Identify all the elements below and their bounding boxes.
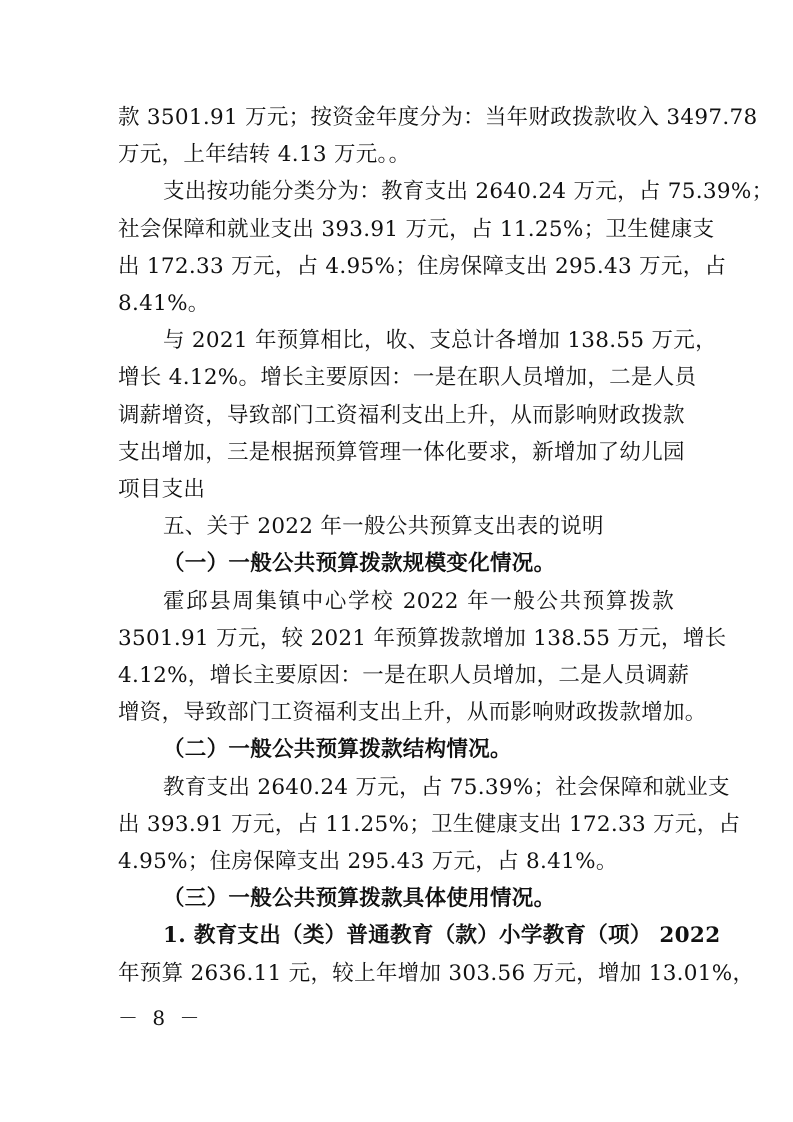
paragraph-line: 教育支出 2640.24 万元，占 75.39%；社会保障和就业支 xyxy=(163,774,730,800)
item-heading-line: 1. 教育支出（类）普通教育（款）小学教育（项） 2022 xyxy=(163,923,721,949)
paragraph-line: 项目支出 xyxy=(118,477,206,502)
paragraph-line: 增长 4.12%。增长主要原因：一是在职人员增加，二是人员 xyxy=(118,365,697,391)
paragraph-line: 款 3501.91 万元；按资金年度分为：当年财政拨款收入 3497.78 xyxy=(118,105,758,130)
paragraph-line: 出 172.33 万元，占 4.95%；住房保障支出 295.43 万元，占 xyxy=(118,253,727,279)
section-heading: 五、关于 2022 年一般公共预算支出表的说明 xyxy=(163,514,604,540)
paragraph-line: 3501.91 万元，较 2021 年预算拨款增加 138.55 万元，增长 xyxy=(118,625,727,651)
paragraph-line: 出 393.91 万元，占 11.25%；卫生健康支出 172.33 万元，占 xyxy=(118,811,741,837)
paragraph-line: 8.41%。 xyxy=(118,291,210,316)
paragraph-line: 支出按功能分类分为：教育支出 2640.24 万元，占 75.39%； xyxy=(163,179,774,205)
paragraph-line: 4.12%，增长主要原因：一是在职人员增加，二是人员调薪 xyxy=(118,663,690,688)
paragraph-line: 增资，导致部门工资福利支出上升，从而影响财政拨款增加。 xyxy=(118,700,707,726)
subsection-heading: （二）一般公共预算拨款结构情况。 xyxy=(163,737,512,763)
paragraph-line: 4.95%；住房保障支出 295.43 万元，占 8.41%。 xyxy=(118,849,618,874)
paragraph-line: 调薪增资，导致部门工资福利支出上升，从而影响财政拨款 xyxy=(118,402,685,428)
paragraph-line: 社会保障和就业支出 393.91 万元，占 11.25%；卫生健康支 xyxy=(118,216,715,242)
paragraph-line: 霍邱县周集镇中心学校 2022 年一般公共预算拨款 xyxy=(163,588,674,614)
subsection-heading: （一）一般公共预算拨款规模变化情况。 xyxy=(163,551,556,577)
paragraph-line: 支出增加，三是根据预算管理一体化要求，新增加了幼儿园 xyxy=(118,439,685,465)
paragraph-line: 万元，上年结转 4.13 万元。。 xyxy=(118,142,411,168)
paragraph-line: 年预算 2636.11 元，较上年增加 303.56 万元，增加 13.01%， xyxy=(118,960,755,986)
page-number: － 8 － xyxy=(118,1005,204,1030)
subsection-heading: （三）一般公共预算拨款具体使用情况。 xyxy=(163,886,556,912)
paragraph-line: 与 2021 年预算相比，收、支总计各增加 138.55 万元， xyxy=(163,328,717,354)
